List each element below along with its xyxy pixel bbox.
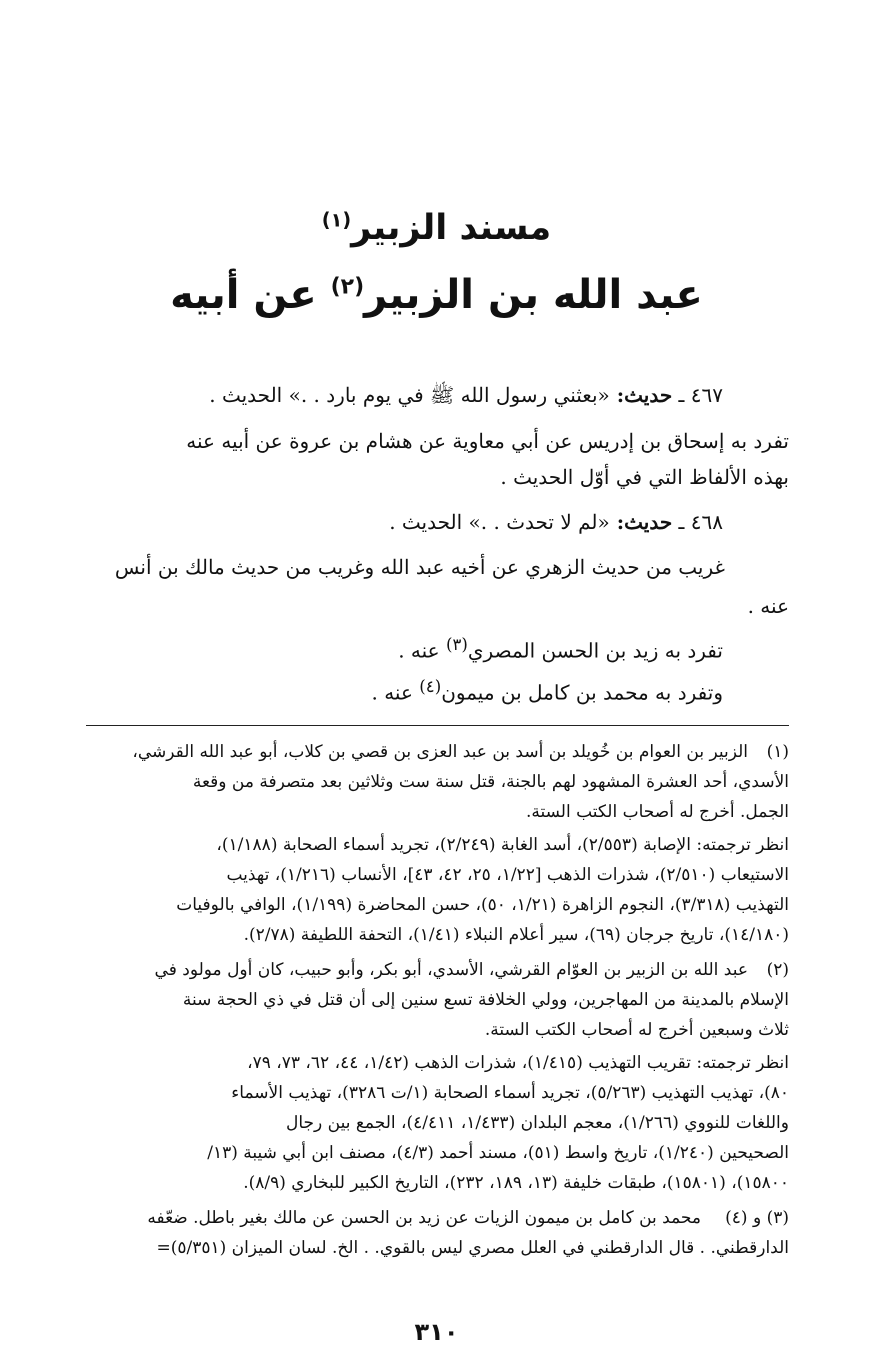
- footnote-marker: (١): [766, 742, 789, 762]
- footnote-line: الأسدي، أحد العشرة المشهود لهم بالجنة، قتل سنة ست وثلاثين بعد متصرفة من وقعة: [192, 772, 789, 792]
- footnote-ref-4: (٤): [419, 677, 442, 696]
- footnote-divider: [86, 725, 789, 726]
- section-subtitle: [0, 272, 873, 318]
- footnote-line: الزبير بن العوام بن خُويلد بن أسد بن عبد العزى بن قصي بن كلاب، أبو عبد الله القرشي،: [132, 742, 748, 762]
- footnote-ref-1: (١): [321, 208, 352, 232]
- section-title-text: مسند الزبير: [351, 208, 552, 248]
- paragraph-line: عنه .: [747, 594, 789, 618]
- paragraph-line: غريب من حديث الزهري عن أخيه عبد الله وغريب من حديث مالك بن أنس: [114, 555, 725, 579]
- paragraph-line: تفرد به إسحاق بن إدريس عن أبي معاوية عن هشام بن عروة عن أبيه عنه: [186, 429, 789, 453]
- footnote-line: الاستيعاب (٢/٥١٠)، شذرات الذهب [١/٢٢، ٢٥، ٤٢، ٤٣]، الأنساب (١/٢١٦)، تهذيب: [226, 865, 789, 885]
- subtitle-name: عبد الله بن الزبير: [364, 272, 703, 318]
- footnote-line: انظر ترجمته: الإصابة (٢/٥٥٣)، أسد الغابة (٢/٢٤٩)، تجريد أسماء الصحابة (١/١٨٨)،: [216, 835, 789, 855]
- paragraph-line: [398, 635, 723, 663]
- footnote-ref-3: (٣): [445, 635, 468, 654]
- paragraph-text: تفرد به زيد بن الحسن المصري: [467, 638, 723, 663]
- hadith-label: حديث:: [609, 383, 673, 407]
- footnote-line: ثلاث وسبعين أخرج له أصحاب الكتب الستة.: [484, 1020, 789, 1040]
- footnote-line: واللغات للنووي (١/٢٦٦)، معجم البلدان (١/٤٣٣، ٤/٤١١)، الجمع بين رجال: [286, 1113, 789, 1133]
- footnote-ref-2: (٢): [330, 274, 365, 300]
- footnote-line: الصحيحين (١/٢٤٠)، تاريخ واسط (٥١)، مسند أحمد (٤/٣)، مصنف ابن أبي شيبة (١٣/: [207, 1143, 789, 1163]
- hadith-label: حديث:: [609, 510, 673, 534]
- hadith-text: «بعثني رسول الله ﷺ في يوم بارد . .» الحديث .: [209, 383, 610, 407]
- paragraph-line: [371, 677, 723, 705]
- hadith-number: ٤٦٨ ـ: [672, 510, 723, 534]
- footnote-line: انظر ترجمته: تقريب التهذيب (١/٤١٥)، شذرات الذهب (١/٤٢، ٤٤، ٦٢، ٧٣، ٧٩،: [247, 1053, 789, 1073]
- paragraph-text: عنه .: [398, 638, 446, 663]
- footnote-line: ٨٠)، تهذيب التهذيب (٥/٢٦٣)، تجريد أسماء الصحابة (١/ت ٣٢٨٦)، تهذيب الأسماء: [231, 1083, 789, 1103]
- section-title: [0, 208, 873, 248]
- footnote-line: التهذيب (٣/٣١٨)، النجوم الزاهرة (١/٢١، ٥٠)، حسن المحاضرة (١/١٩٩)، الوافي بالوفيات: [176, 895, 789, 915]
- paragraph-text: وتفرد به محمد بن كامل بن ميمون: [441, 680, 723, 705]
- footnote-line: ١٥٨٠٠)، (١٥٨٠١)، طبقات خليفة (١٣، ١٨٩، ٢٣٢)، التاريخ الكبير للبخاري (٨/٩).: [243, 1173, 789, 1193]
- hadith-467: [209, 383, 723, 412]
- paragraph-line: بهذه الألفاظ التي في أوّل الحديث .: [500, 465, 789, 489]
- footnote-line: الدارقطني. . قال الدارقطني في العلل مصري ليس بالقوي. . الخ. لسان الميزان (٥/٣٥١)=: [156, 1238, 789, 1258]
- footnote-line: محمد بن كامل بن ميمون الزيات عن زيد بن الحسن عن مالك بغير باطل. ضعّفه: [147, 1208, 701, 1228]
- hadith-number: ٤٦٧ ـ: [672, 383, 723, 407]
- footnote-marker: (٢): [766, 960, 789, 980]
- footnote-line: عبد الله بن الزبير بن العوّام القرشي، الأسدي، أبو بكر، وأبو حبيب، كان أول مولود في: [154, 960, 748, 980]
- footnote-line: الإسلام بالمدينة من المهاجرين، وولي الخلافة تسع سنين إلى أن قتل في ذي الحجة سنة: [182, 990, 789, 1010]
- hadith-468: [389, 510, 723, 534]
- subtitle-suffix: عن أبيه: [170, 272, 331, 318]
- hadith-text: «لم لا تحدث . .» الحديث .: [389, 510, 610, 534]
- footnote-line: الجمل. أخرج له أصحاب الكتب الستة.: [525, 802, 789, 822]
- footnote-line: (١٤/١٨٠)، تاريخ جرجان (٦٩)، سير أعلام النبلاء (١/٤١)، التحفة اللطيفة (٢/٧٨).: [243, 925, 789, 945]
- paragraph-text: عنه .: [371, 680, 420, 705]
- page-number: ٣١٠: [414, 1318, 459, 1346]
- footnote-marker: (٣) و (٤): [725, 1208, 789, 1228]
